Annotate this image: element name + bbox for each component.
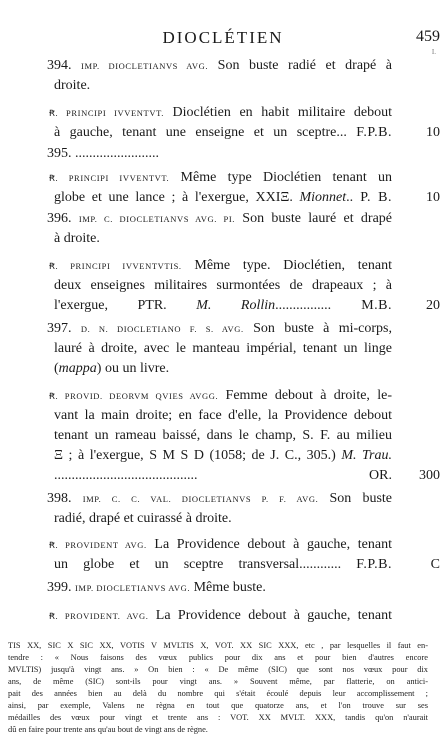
entry-line <box>49 386 392 406</box>
entry-line <box>54 296 392 316</box>
footnote-line: dû en faire pour trente ans qu'au bout de vingt ans de règne. <box>8 725 208 734</box>
description-text: ........................ <box>71 146 159 161</box>
description-text: ................ <box>275 298 332 313</box>
entry-line <box>47 56 392 76</box>
legend-reverse: Ꞧ. PROVIDENT. AVG. <box>49 611 149 621</box>
object-term: mappa <box>58 361 97 376</box>
entry-line <box>49 168 392 188</box>
entry-line <box>49 256 392 276</box>
entry-line <box>54 426 392 446</box>
entry-line <box>47 319 392 339</box>
entry-number: 397. <box>47 321 72 336</box>
description-text: ......................................... OR. <box>54 468 392 483</box>
reference-code: P. B. <box>353 190 392 205</box>
footnote-line: ans, de même (SIC) sont-ils pour vingt ans. » Souvent même, par flatterie, on antici- <box>8 677 428 686</box>
description-text: Son buste radié et drapé à <box>208 58 392 73</box>
description-text: Même buste. <box>190 580 266 595</box>
description-text: à gauche, tenant une enseigne et un sceptre... <box>54 125 357 140</box>
description-text: ( <box>54 361 59 376</box>
description-text: droite. <box>54 78 91 93</box>
description-text: l'exergue, PTR. <box>54 298 167 313</box>
page-number: 459 <box>416 28 440 45</box>
description-text: Dioclétien en habit militaire debout <box>163 105 392 120</box>
description-text: Ξ ; à l'exergue, S M S D (1058; de J. C., 305.) <box>54 448 336 463</box>
entry-number: 396. <box>47 211 72 226</box>
entry-line <box>54 339 392 359</box>
entry-line <box>54 123 392 143</box>
entry-line <box>49 103 392 123</box>
description-text: ) ou un livre. <box>96 361 170 376</box>
collection-name: Mionnet <box>292 190 347 205</box>
description-text: Son buste <box>318 491 392 506</box>
description-text: Son buste lauré et drapé <box>235 211 392 226</box>
entry-line <box>54 188 392 208</box>
value-rating: 300 <box>419 468 440 483</box>
entry-line <box>49 535 392 555</box>
entry-line <box>54 466 392 486</box>
footnote-line: pait des années bien au delà du nombre qui s'était écoulé depuis leur accomplissement ; <box>8 689 428 698</box>
description-text: Femme debout à droite, le- <box>218 388 392 403</box>
description-text: vant la main droite; en face d'elle, la Providence debout <box>54 408 392 423</box>
description-text: un globe et un sceptre transversal............ <box>54 557 357 572</box>
entry-number: 395. <box>47 146 72 161</box>
footnote-line: tendre : « Nous faisons des vœux publics pour dix ans et pour bien d'autres encore <box>8 653 428 662</box>
legend-reverse: Ꞧ. PRINCIPI IVVENTVT. <box>49 108 164 118</box>
legend-reverse: Ꞧ. PRINCIPI IVVENTVT. <box>49 173 170 183</box>
description-text: Même type. Dioclétien, tenant <box>181 258 392 273</box>
legend-reverse: Ꞧ. PROVID. DEORVM QVIES AVGG. <box>49 391 219 401</box>
description-text: lauré à droite, avec le manteau impérial, tenant un linge <box>54 341 392 356</box>
value-rating: 20 <box>426 298 440 313</box>
entry-line <box>54 406 392 426</box>
entry-line <box>49 606 392 626</box>
footnote-line: médailles des vœux pour vingt et trente ans : VOT. XX MVLT. XXX, tandis qu'on n'aurait <box>8 713 428 722</box>
description-text: Son buste à mi-corps, <box>243 321 392 336</box>
entry-line <box>54 276 392 296</box>
reference-code: F.P.B. <box>356 557 392 572</box>
footnote-line: MVLTIS) jusqu'à vingt ans. » On bien : « De même (SIC) que sont nos vœux pour dix <box>8 665 428 674</box>
footnote-line: ainsi, par exemple, Valens ne règna en tout que quatorze ans, et l'on trouve sur ses <box>8 701 428 710</box>
entry-line <box>47 489 392 509</box>
page-title: DIOCLÉTIEN <box>162 28 284 47</box>
entry-number: 398. <box>47 491 72 506</box>
description-text: globe et une lance ; à l'exergue, XXIΞ. <box>54 190 293 205</box>
value-rating: 10 <box>426 190 440 205</box>
legend-reverse: Ꞧ. PROVIDENT AVG. <box>49 540 147 550</box>
signature-mark: I. <box>431 48 436 56</box>
footnote-line: TIS XX, SIC X SIC XX, VOTIS V MVLTIS X, VOT. XX SIC XXX, etc , par lesquelles il faut en- <box>8 641 428 650</box>
description-text: La Providence debout à gauche, tenant <box>146 537 392 552</box>
collection-name: M. Trau. <box>335 448 392 463</box>
collection-name: M. Rollin <box>166 298 276 313</box>
entry-number: 394. <box>47 58 72 73</box>
description-text: La Providence debout à gauche, tenant <box>148 608 392 623</box>
entry-line <box>47 578 392 598</box>
reference-code: F.P.B. <box>356 125 392 140</box>
value-rating: C <box>430 557 440 572</box>
legend-obverse: IMP. DIOCLETIANVS AVG. <box>81 61 209 71</box>
entry-line <box>54 76 392 96</box>
value-rating: 10 <box>426 125 440 140</box>
description-text: deux enseignes militaires surmontées de drapeaux ; à <box>54 278 392 293</box>
description-text: tenant un rameau baissé, dans le champ, S. F. au milieu <box>54 428 392 443</box>
entry-line <box>54 555 392 575</box>
description-text: à droite. <box>54 231 100 246</box>
entry-line <box>54 359 392 379</box>
legend-obverse: D. N. DIOCLETIANO F. S. AVG. <box>80 324 244 334</box>
legend-obverse: IMP. C. C. VAL. DIOCLETIANVS P. F. AVG. <box>82 494 319 504</box>
legend-reverse: Ꞧ. PRINCIPI IVVENTVTIS. <box>49 261 182 271</box>
entry-line <box>47 144 392 164</box>
entry-line <box>47 209 392 229</box>
entry-line <box>54 509 392 529</box>
entry-line <box>54 229 392 249</box>
description-text: radié, drapé et cuirassé à droite. <box>54 511 232 526</box>
entry-number: 399. <box>47 580 72 595</box>
legend-obverse: IMP. C. DIOCLETIANVS AVG. PI. <box>78 214 235 224</box>
entry-line <box>54 446 392 466</box>
description-text: .. <box>346 190 354 205</box>
reference-code: M.B. <box>331 298 392 313</box>
description-text: Même type Dioclétien tenant un <box>169 170 392 185</box>
legend-obverse: IMP. DIOCLETIANVS AVG. <box>75 583 191 593</box>
